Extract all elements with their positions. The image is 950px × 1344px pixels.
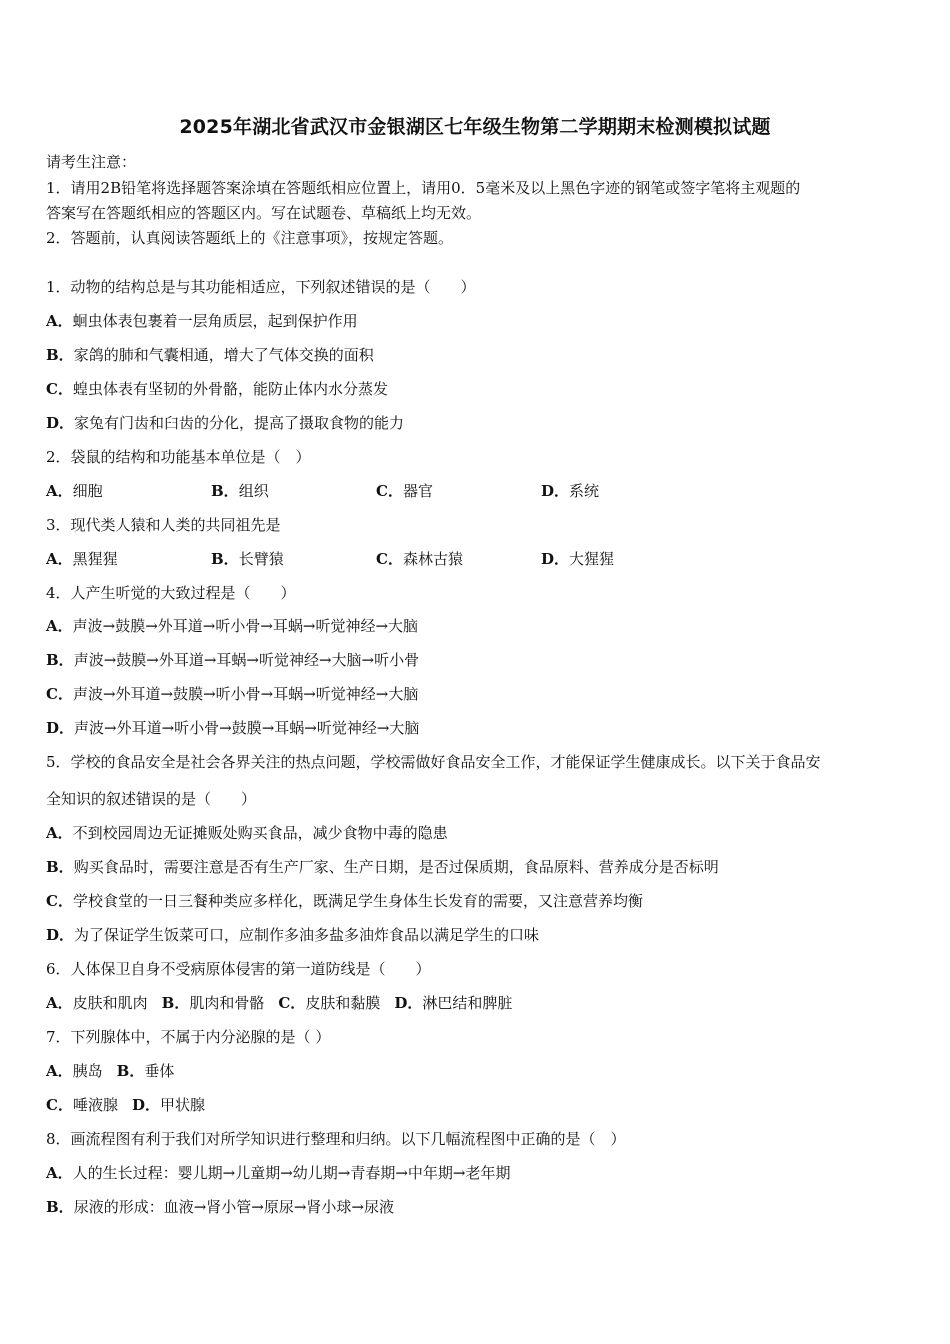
question-1-stem: 1．动物的结构总是与其功能相适应，下列叙述错误的是（ ） xyxy=(46,278,476,296)
question-7-stem: 7．下列腺体中，不属于内分泌腺的是（ ） xyxy=(46,1028,331,1046)
question-2-option-b: B．组织 xyxy=(211,482,269,500)
question-7-options-row-2 xyxy=(46,1095,219,1115)
question-7-option-a: A．胰岛 xyxy=(46,1062,103,1080)
question-4-stem: 4．人产生听觉的大致过程是（ ） xyxy=(46,584,296,602)
question-7-option-d: D．甲状腺 xyxy=(131,1096,205,1114)
question-4-option-a: A．声波→鼓膜→外耳道→听小骨→耳蜗→听觉神经→大脑 xyxy=(46,617,419,635)
question-5-stem-line-2: 全知识的叙述错误的是（ ） xyxy=(46,790,257,808)
question-2-option-c: C．器官 xyxy=(376,482,433,500)
question-1-option-c: C．蝗虫体表有坚韧的外骨骼，能防止体内水分蒸发 xyxy=(46,380,388,398)
question-2-option-d: D．系统 xyxy=(541,482,600,500)
question-2-options xyxy=(46,481,706,501)
notice-item-1-line-2: 答案写在答题纸相应的答题区内。写在试题卷、草稿纸上均无效。 xyxy=(46,204,482,222)
question-3-option-d: D．大猩猩 xyxy=(541,550,615,568)
question-7-options-row-1 xyxy=(46,1061,188,1081)
question-2-option-a: A．细胞 xyxy=(46,482,103,500)
question-7-option-c: C．唾液腺 xyxy=(46,1096,118,1114)
question-3-option-b: B．长臂猿 xyxy=(211,550,284,568)
question-8-stem: 8．画流程图有利于我们对所学知识进行整理和归纳。以下几幅流程图中正确的是（ ） xyxy=(46,1130,626,1148)
question-6-option-b: B．肌肉和骨骼 xyxy=(161,994,265,1012)
question-5-option-b: B．购买食品时，需要注意是否有生产厂家、生产日期，是否过保质期，食品原料、营养成分是否标明 xyxy=(46,858,719,876)
question-2-stem: 2．袋鼠的结构和功能基本单位是（ ） xyxy=(46,448,311,466)
question-8-option-a: A．人的生长过程：婴儿期→儿童期→幼儿期→青春期→中年期→老年期 xyxy=(46,1164,511,1182)
notice-item-1-line-1: 1．请用2B铅笔将选择题答案涂填在答题纸相应位置上，请用0．5毫米及以上黑色字迹的钢笔或签字笔将主观题的 xyxy=(46,179,801,197)
page-title: 2025年湖北省武汉市金银湖区七年级生物第二学期期末检测模拟试题 xyxy=(179,116,771,138)
question-8-option-b: B．尿液的形成：血液→肾小管→原尿→肾小球→尿液 xyxy=(46,1198,394,1216)
notice-item-2: 2．答题前，认真阅读答题纸上的《注意事项》，按规定答题。 xyxy=(46,229,454,247)
question-1-option-d: D．家兔有门齿和臼齿的分化，提高了摄取食物的能力 xyxy=(46,414,405,432)
question-6-option-d: D．淋巴结和脾脏 xyxy=(394,994,513,1012)
question-6-option-a: A．皮肤和肌肉 xyxy=(46,994,148,1012)
question-4-option-d: D．声波→外耳道→听小骨→鼓膜→耳蜗→听觉神经→大脑 xyxy=(46,719,420,737)
question-6-options xyxy=(46,993,526,1013)
question-3-option-c: C．森林古猿 xyxy=(376,550,463,568)
question-3-stem: 3．现代类人猿和人类的共同祖先是 xyxy=(46,516,281,534)
question-3-options xyxy=(46,549,706,569)
question-4-option-c: C．声波→外耳道→鼓膜→听小骨→耳蜗→听觉神经→大脑 xyxy=(46,685,419,703)
question-3-option-a: A．黑猩猩 xyxy=(46,550,118,568)
question-5-option-d: D．为了保证学生饭菜可口，应制作多油多盐多油炸食品以满足学生的口味 xyxy=(46,926,540,944)
question-1-option-a: A．蛔虫体表包裹着一层角质层，起到保护作用 xyxy=(46,312,358,330)
question-5-option-c: C．学校食堂的一日三餐种类应多样化，既满足学生身体生长发育的需要，又注意营养均衡 xyxy=(46,892,643,910)
question-5-stem-line-1: 5．学校的食品安全是社会各界关注的热点问题，学校需做好食品安全工作，才能保证学生健康成长。以下关于食品安 xyxy=(46,753,821,771)
question-4-option-b: B．声波→鼓膜→外耳道→耳蜗→听觉神经→大脑→听小骨 xyxy=(46,651,420,669)
question-6-stem: 6．人体保卫自身不受病原体侵害的第一道防线是（ ） xyxy=(46,960,431,978)
question-1-option-b: B．家鸽的肺和气囊相通，增大了气体交换的面积 xyxy=(46,346,374,364)
question-5-option-a: A．不到校园周边无证摊贩处购买食品，减少食物中毒的隐患 xyxy=(46,824,448,842)
notice-heading: 请考生注意： xyxy=(46,153,137,171)
question-7-option-b: B．垂体 xyxy=(116,1062,175,1080)
question-6-option-c: C．皮肤和黏膜 xyxy=(278,994,381,1012)
